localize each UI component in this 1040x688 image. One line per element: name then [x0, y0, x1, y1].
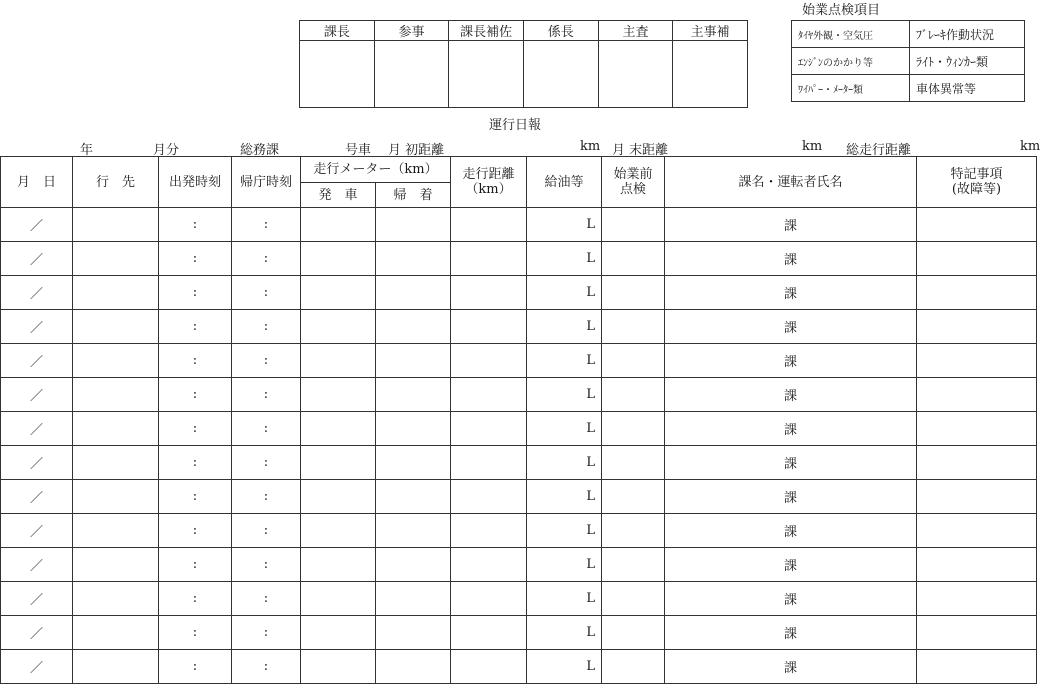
- cell-departure-time[interactable]: :: [159, 650, 232, 684]
- cell-fuel[interactable]: L: [527, 208, 602, 242]
- cell-departure-time[interactable]: :: [159, 412, 232, 446]
- cell-precheck[interactable]: [602, 616, 665, 650]
- cell-meter-arrival[interactable]: [376, 412, 451, 446]
- cell-distance[interactable]: [451, 412, 527, 446]
- cell-driver[interactable]: 課: [665, 446, 917, 480]
- table-row: [1, 412, 1037, 446]
- cell-meter-departure[interactable]: [301, 616, 376, 650]
- cell-return-time[interactable]: :: [232, 378, 301, 412]
- cell-remarks[interactable]: [917, 514, 1037, 548]
- cell-precheck[interactable]: [602, 276, 665, 310]
- cell-fuel[interactable]: L: [527, 310, 602, 344]
- cell-precheck[interactable]: [602, 480, 665, 514]
- cell-departure-time[interactable]: :: [159, 242, 232, 276]
- approval-stamp-table: [299, 20, 748, 108]
- approval-header-row: [300, 21, 748, 41]
- approval-stamp-cell[interactable]: [598, 41, 673, 108]
- info-start-km-unit: km: [580, 139, 601, 154]
- cell-destination[interactable]: [73, 344, 159, 378]
- cell-destination[interactable]: [73, 378, 159, 412]
- cell-fuel[interactable]: L: [527, 378, 602, 412]
- cell-meter-departure[interactable]: [301, 548, 376, 582]
- cell-remarks[interactable]: [917, 446, 1037, 480]
- col-header-fuel: 給油等: [527, 157, 602, 208]
- cell-departure-time[interactable]: :: [159, 310, 232, 344]
- cell-driver[interactable]: 課: [665, 616, 917, 650]
- cell-driver[interactable]: 課: [665, 514, 917, 548]
- approval-stamp-cell[interactable]: [374, 41, 449, 108]
- col-header-driver: 課名・運転者氏名: [665, 157, 917, 208]
- cell-remarks[interactable]: [917, 378, 1037, 412]
- cell-precheck[interactable]: [602, 378, 665, 412]
- cell-remarks[interactable]: [917, 616, 1037, 650]
- col-header-return-time: 帰庁時刻: [232, 157, 301, 208]
- cell-meter-arrival[interactable]: [376, 344, 451, 378]
- cell-date[interactable]: ／: [1, 582, 73, 616]
- table-row: [1, 446, 1037, 480]
- cell-destination[interactable]: [73, 446, 159, 480]
- cell-departure-time[interactable]: :: [159, 480, 232, 514]
- cell-driver[interactable]: 課: [665, 412, 917, 446]
- col-header-distance: 走行距離 （km）: [451, 157, 527, 208]
- driving-log-table: [0, 156, 1037, 684]
- cell-return-time[interactable]: :: [232, 582, 301, 616]
- cell-precheck[interactable]: [602, 344, 665, 378]
- cell-return-time[interactable]: :: [232, 344, 301, 378]
- cell-return-time[interactable]: :: [232, 650, 301, 684]
- cell-remarks[interactable]: [917, 208, 1037, 242]
- cell-distance[interactable]: [451, 344, 527, 378]
- col-header-remarks: 特記事項 (故障等): [917, 157, 1037, 208]
- cell-fuel[interactable]: L: [527, 548, 602, 582]
- inspection-item-brake: ﾌﾞﾚｰｷ作動状況: [910, 21, 1025, 48]
- cell-driver[interactable]: 課: [665, 480, 917, 514]
- cell-return-time[interactable]: :: [232, 242, 301, 276]
- cell-date[interactable]: ／: [1, 208, 73, 242]
- cell-remarks[interactable]: [917, 480, 1037, 514]
- cell-destination[interactable]: [73, 548, 159, 582]
- cell-date[interactable]: ／: [1, 310, 73, 344]
- cell-distance[interactable]: [451, 208, 527, 242]
- cell-fuel[interactable]: L: [527, 242, 602, 276]
- table-row: [1, 650, 1037, 684]
- log-body: [1, 208, 1037, 684]
- cell-date[interactable]: ／: [1, 276, 73, 310]
- cell-fuel[interactable]: L: [527, 616, 602, 650]
- cell-meter-arrival[interactable]: [376, 582, 451, 616]
- col-header-meter: 走行メーター（km）: [301, 157, 451, 183]
- cell-meter-arrival[interactable]: [376, 514, 451, 548]
- table-row: [1, 548, 1037, 582]
- table-row: [1, 582, 1037, 616]
- cell-meter-arrival[interactable]: [376, 276, 451, 310]
- cell-precheck[interactable]: [602, 582, 665, 616]
- cell-meter-arrival[interactable]: [376, 650, 451, 684]
- cell-date[interactable]: ／: [1, 242, 73, 276]
- cell-meter-arrival[interactable]: [376, 548, 451, 582]
- cell-destination[interactable]: [73, 514, 159, 548]
- cell-driver[interactable]: 課: [665, 650, 917, 684]
- cell-precheck[interactable]: [602, 446, 665, 480]
- cell-destination[interactable]: [73, 242, 159, 276]
- cell-departure-time[interactable]: :: [159, 446, 232, 480]
- cell-driver[interactable]: 課: [665, 582, 917, 616]
- approval-stamp-cell[interactable]: [449, 41, 524, 108]
- cell-meter-arrival[interactable]: [376, 378, 451, 412]
- log-header-row: [1, 157, 1037, 183]
- cell-destination[interactable]: [73, 650, 159, 684]
- info-start-distance-label: 月 初距離: [388, 143, 445, 158]
- cell-meter-arrival[interactable]: [376, 480, 451, 514]
- cell-departure-time[interactable]: :: [159, 514, 232, 548]
- cell-destination[interactable]: [73, 480, 159, 514]
- approval-header-kakaricho: 係長: [523, 21, 598, 41]
- table-row: [1, 514, 1037, 548]
- table-row: [1, 344, 1037, 378]
- cell-distance[interactable]: [451, 378, 527, 412]
- cell-meter-departure[interactable]: [301, 344, 376, 378]
- cell-meter-arrival[interactable]: [376, 242, 451, 276]
- cell-return-time[interactable]: :: [232, 412, 301, 446]
- cell-departure-time[interactable]: :: [159, 344, 232, 378]
- cell-meter-departure[interactable]: [301, 242, 376, 276]
- cell-date[interactable]: ／: [1, 378, 73, 412]
- table-row: [1, 616, 1037, 650]
- table-row: [1, 378, 1037, 412]
- col-header-destination: 行 先: [73, 157, 159, 208]
- cell-departure-time[interactable]: :: [159, 208, 232, 242]
- info-year: 年: [80, 143, 94, 158]
- cell-distance[interactable]: [451, 446, 527, 480]
- cell-meter-departure[interactable]: [301, 378, 376, 412]
- approval-header-kacho-hosa: 課長補佐: [449, 21, 524, 41]
- cell-fuel[interactable]: L: [527, 446, 602, 480]
- cell-date[interactable]: ／: [1, 480, 73, 514]
- approval-header-shusa: 主査: [598, 21, 673, 41]
- cell-departure-time[interactable]: :: [159, 548, 232, 582]
- cell-departure-time[interactable]: :: [159, 276, 232, 310]
- inspection-table: [791, 20, 1025, 102]
- approval-header-kacho: 課長: [300, 21, 375, 41]
- cell-distance[interactable]: [451, 276, 527, 310]
- cell-destination[interactable]: [73, 616, 159, 650]
- cell-fuel[interactable]: L: [527, 480, 602, 514]
- col-header-precheck: 始業前 点検: [602, 157, 665, 208]
- cell-return-time[interactable]: :: [232, 446, 301, 480]
- info-end-km-unit: km: [802, 139, 823, 154]
- cell-driver[interactable]: 課: [665, 208, 917, 242]
- cell-precheck[interactable]: [602, 310, 665, 344]
- col-header-meter-arrival: 帰 着: [376, 183, 451, 208]
- cell-fuel[interactable]: L: [527, 344, 602, 378]
- cell-return-time[interactable]: :: [232, 548, 301, 582]
- cell-meter-departure[interactable]: [301, 412, 376, 446]
- cell-distance[interactable]: [451, 480, 527, 514]
- cell-destination[interactable]: [73, 412, 159, 446]
- cell-fuel[interactable]: L: [527, 650, 602, 684]
- table-row: [1, 208, 1037, 242]
- table-row: [1, 276, 1037, 310]
- cell-date[interactable]: ／: [1, 616, 73, 650]
- cell-remarks[interactable]: [917, 412, 1037, 446]
- cell-date[interactable]: ／: [1, 412, 73, 446]
- cell-remarks[interactable]: [917, 344, 1037, 378]
- approval-stamp-cell[interactable]: [673, 41, 748, 108]
- inspection-item-lights: ﾗｲﾄ・ｳｨﾝｶｰ類: [910, 48, 1025, 75]
- cell-precheck[interactable]: [602, 208, 665, 242]
- cell-departure-time[interactable]: :: [159, 582, 232, 616]
- inspection-item-body: 車体異常等: [910, 75, 1025, 102]
- approval-stamp-cell[interactable]: [300, 41, 375, 108]
- approval-stamp-row: [300, 41, 748, 108]
- approval-header-shujiho: 主事補: [673, 21, 748, 41]
- col-header-meter-departure: 発 車: [301, 183, 376, 208]
- cell-meter-departure[interactable]: [301, 276, 376, 310]
- cell-date[interactable]: ／: [1, 446, 73, 480]
- cell-destination[interactable]: [73, 582, 159, 616]
- cell-return-time[interactable]: :: [232, 616, 301, 650]
- cell-remarks[interactable]: [917, 310, 1037, 344]
- cell-meter-departure[interactable]: [301, 208, 376, 242]
- cell-return-time[interactable]: :: [232, 208, 301, 242]
- cell-destination[interactable]: [73, 276, 159, 310]
- cell-meter-arrival[interactable]: [376, 616, 451, 650]
- cell-date[interactable]: ／: [1, 344, 73, 378]
- cell-destination[interactable]: [73, 310, 159, 344]
- cell-return-time[interactable]: :: [232, 310, 301, 344]
- cell-driver[interactable]: 課: [665, 276, 917, 310]
- approval-header-sanji: 参事: [374, 21, 449, 41]
- inspection-item-wiper: ﾜｲﾊﾟｰ・ﾒｰﾀｰ類: [792, 75, 910, 102]
- approval-stamp-cell[interactable]: [523, 41, 598, 108]
- cell-driver[interactable]: 課: [665, 242, 917, 276]
- cell-driver[interactable]: 課: [665, 548, 917, 582]
- cell-distance[interactable]: [451, 548, 527, 582]
- cell-precheck[interactable]: [602, 412, 665, 446]
- table-row: [1, 310, 1037, 344]
- table-row: [1, 480, 1037, 514]
- info-end-distance-label: 月 末距離: [612, 143, 669, 158]
- inspection-title: 始業点検項目: [802, 3, 881, 18]
- info-month-part: 月分: [153, 143, 180, 158]
- cell-precheck[interactable]: [602, 548, 665, 582]
- report-title: 運行日報: [489, 118, 542, 133]
- inspection-item-engine: ｴﾝｼﾞﾝのかかり等: [792, 48, 910, 75]
- cell-precheck[interactable]: [602, 514, 665, 548]
- cell-precheck[interactable]: [602, 650, 665, 684]
- cell-fuel[interactable]: L: [527, 412, 602, 446]
- cell-meter-departure[interactable]: [301, 514, 376, 548]
- cell-remarks[interactable]: [917, 582, 1037, 616]
- cell-distance[interactable]: [451, 514, 527, 548]
- info-department: 総務課: [240, 143, 280, 158]
- cell-meter-departure[interactable]: [301, 582, 376, 616]
- cell-meter-arrival[interactable]: [376, 208, 451, 242]
- cell-driver[interactable]: 課: [665, 310, 917, 344]
- info-car-number: 号車: [345, 143, 372, 158]
- table-row: [1, 242, 1037, 276]
- cell-meter-departure[interactable]: [301, 310, 376, 344]
- cell-precheck[interactable]: [602, 242, 665, 276]
- info-total-km-unit: km: [1020, 139, 1040, 154]
- cell-fuel[interactable]: L: [527, 514, 602, 548]
- cell-date[interactable]: ／: [1, 650, 73, 684]
- cell-distance[interactable]: [451, 582, 527, 616]
- cell-driver[interactable]: 課: [665, 378, 917, 412]
- cell-remarks[interactable]: [917, 548, 1037, 582]
- cell-date[interactable]: ／: [1, 514, 73, 548]
- cell-remarks[interactable]: [917, 242, 1037, 276]
- cell-return-time[interactable]: :: [232, 514, 301, 548]
- cell-return-time[interactable]: :: [232, 480, 301, 514]
- cell-remarks[interactable]: [917, 276, 1037, 310]
- inspection-item-tire: ﾀｲﾔ外観・空気圧: [792, 21, 910, 48]
- cell-departure-time[interactable]: :: [159, 616, 232, 650]
- cell-destination[interactable]: [73, 208, 159, 242]
- cell-remarks[interactable]: [917, 650, 1037, 684]
- cell-distance[interactable]: [451, 310, 527, 344]
- cell-meter-arrival[interactable]: [376, 310, 451, 344]
- cell-meter-departure[interactable]: [301, 446, 376, 480]
- col-header-departure-time: 出発時刻: [159, 157, 232, 208]
- cell-date[interactable]: ／: [1, 548, 73, 582]
- cell-driver[interactable]: 課: [665, 344, 917, 378]
- cell-meter-departure[interactable]: [301, 650, 376, 684]
- info-total-distance-label: 総走行距離: [846, 143, 912, 158]
- cell-fuel[interactable]: L: [527, 582, 602, 616]
- cell-departure-time[interactable]: :: [159, 378, 232, 412]
- cell-meter-departure[interactable]: [301, 480, 376, 514]
- cell-distance[interactable]: [451, 242, 527, 276]
- cell-return-time[interactable]: :: [232, 276, 301, 310]
- cell-distance[interactable]: [451, 616, 527, 650]
- col-header-date: 月 日: [1, 157, 73, 208]
- cell-distance[interactable]: [451, 650, 527, 684]
- cell-fuel[interactable]: L: [527, 276, 602, 310]
- cell-meter-arrival[interactable]: [376, 446, 451, 480]
